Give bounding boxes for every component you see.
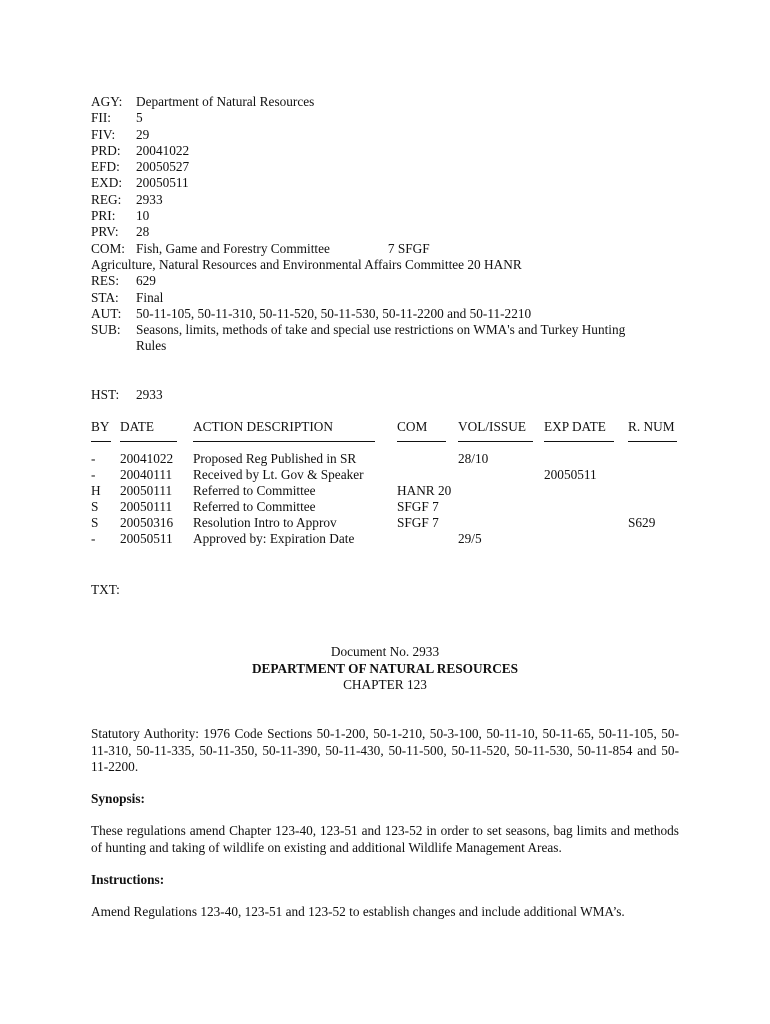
underline-com bbox=[397, 441, 446, 443]
history-row-vol: 28/10 bbox=[458, 451, 489, 467]
history-table bbox=[91, 419, 691, 547]
document-heading bbox=[91, 644, 679, 693]
history-row-date: 20050111 bbox=[120, 483, 173, 499]
instructions-text: Amend Regulations 123-40, 123-51 and 123-52 to establish changes and include additional WMA’s. bbox=[91, 904, 625, 920]
history-row-rnum: S629 bbox=[628, 515, 656, 531]
history-header-by: BY bbox=[91, 419, 110, 435]
header-row-res: RES: 629 bbox=[91, 273, 156, 289]
history-row-vol: 29/5 bbox=[458, 531, 482, 547]
history-header-exp: EXP DATE bbox=[544, 419, 606, 435]
underline-vol bbox=[458, 441, 533, 443]
header-row-prd: PRD: 20041022 bbox=[91, 142, 190, 158]
header-row-aut: AUT: 50-11-105, 50-11-310, 50-11-520, 50-11-530, 50-11-2200 and 50-11-2210 bbox=[91, 305, 532, 321]
history-row-com: SFGF 7 bbox=[397, 499, 439, 515]
statutory-authority: Statutory Authority: 1976 Code Sections 50-1-200, 50-1-210, 50-3-100, 50-11-10, 50-11-65, 50-11-105, 50-11-310, 50-11-335, 50-11-350, 50-11-390, 50-11-430, 50-11-500, 50-11-520, 50-11-530, 50-11-854 and 50-11-2200. bbox=[91, 726, 679, 774]
history-row-by: H bbox=[91, 483, 101, 499]
history-row-by: - bbox=[91, 451, 96, 467]
history-row-action: Received by Lt. Gov & Speaker bbox=[193, 467, 364, 483]
history-row-action: Approved by: Expiration Date bbox=[193, 531, 355, 547]
history-row-action: Referred to Committee bbox=[193, 483, 316, 499]
history-row-date: 20041022 bbox=[120, 451, 174, 467]
chapter-title: CHAPTER 123 bbox=[343, 676, 427, 692]
header-row-com: COM: Fish, Game and Forestry Committee 7 SFGF bbox=[91, 240, 430, 256]
underline-date bbox=[120, 441, 177, 443]
history-row-exp: 20050511 bbox=[544, 467, 597, 483]
history-row-date: 20050511 bbox=[120, 531, 173, 547]
document-number: Document No. 2933 bbox=[330, 644, 440, 660]
header-row-fiv: FIV: 29 bbox=[91, 126, 150, 142]
header-row-efd: EFD: 20050527 bbox=[91, 159, 190, 175]
com-line2: Agriculture, Natural Resources and Environmental Affairs Committee 20 HANR bbox=[91, 256, 522, 272]
history-header-action: ACTION DESCRIPTION bbox=[193, 419, 333, 435]
header-row-prv: PRV: 28 bbox=[91, 224, 150, 240]
history-row-date: 20050111 bbox=[120, 499, 173, 515]
header-block bbox=[91, 94, 691, 355]
history-row-action: Referred to Committee bbox=[193, 499, 316, 515]
header-row-reg: REG: 2933 bbox=[91, 191, 163, 207]
header-row-fii: FII: 5 bbox=[91, 110, 143, 126]
history-row-by: S bbox=[91, 499, 99, 515]
history-row-by: - bbox=[91, 531, 96, 547]
document-page bbox=[91, 94, 691, 921]
header-row-sub: SUB: Seasons, limits, methods of take and special use restrictions on WMA's and Turkey Hunting Rules bbox=[91, 322, 626, 354]
header-row-agy: AGY: Department of Natural Resources bbox=[91, 94, 315, 109]
history-header-vol: VOL/ISSUE bbox=[458, 419, 526, 435]
underline-exp bbox=[544, 441, 614, 443]
history-row-action: Resolution Intro to Approv bbox=[193, 515, 337, 531]
history-row-com: HANR 20 bbox=[397, 483, 452, 499]
department-title: DEPARTMENT OF NATURAL RESOURCES bbox=[251, 660, 519, 676]
header-row-pri: PRI: 10 bbox=[91, 208, 150, 224]
history-header-com: COM bbox=[397, 419, 428, 435]
underline-rnum bbox=[628, 441, 677, 443]
instructions-label: Instructions: bbox=[91, 872, 165, 888]
header-row-exd: EXD: 20050511 bbox=[91, 175, 189, 191]
history-header-date: DATE bbox=[120, 419, 154, 435]
history-row-date: 20050316 bbox=[120, 515, 174, 531]
txt-label: TXT: bbox=[91, 582, 120, 598]
synopsis-label: Synopsis: bbox=[91, 791, 145, 807]
history-row-com: SFGF 7 bbox=[397, 515, 439, 531]
underline-action bbox=[193, 441, 375, 443]
com-code: 7 SFGF bbox=[387, 240, 430, 256]
history-row-by: - bbox=[91, 467, 96, 483]
synopsis-text: These regulations amend Chapter 123-40, 123-51 and 123-52 in order to set seasons, bag limits and methods of hunting and taking of wildlife on existing and additional Wildlife Management Areas. bbox=[91, 823, 679, 855]
underline-by bbox=[91, 441, 111, 443]
history-row-date: 20040111 bbox=[120, 467, 173, 483]
header-row-hst: HST: 2933 bbox=[91, 386, 163, 402]
history-row-by: S bbox=[91, 515, 99, 531]
history-header-rnum: R. NUM bbox=[628, 419, 675, 435]
history-row-action: Proposed Reg Published in SR bbox=[193, 451, 357, 467]
header-row-sta: STA: Final bbox=[91, 289, 164, 305]
